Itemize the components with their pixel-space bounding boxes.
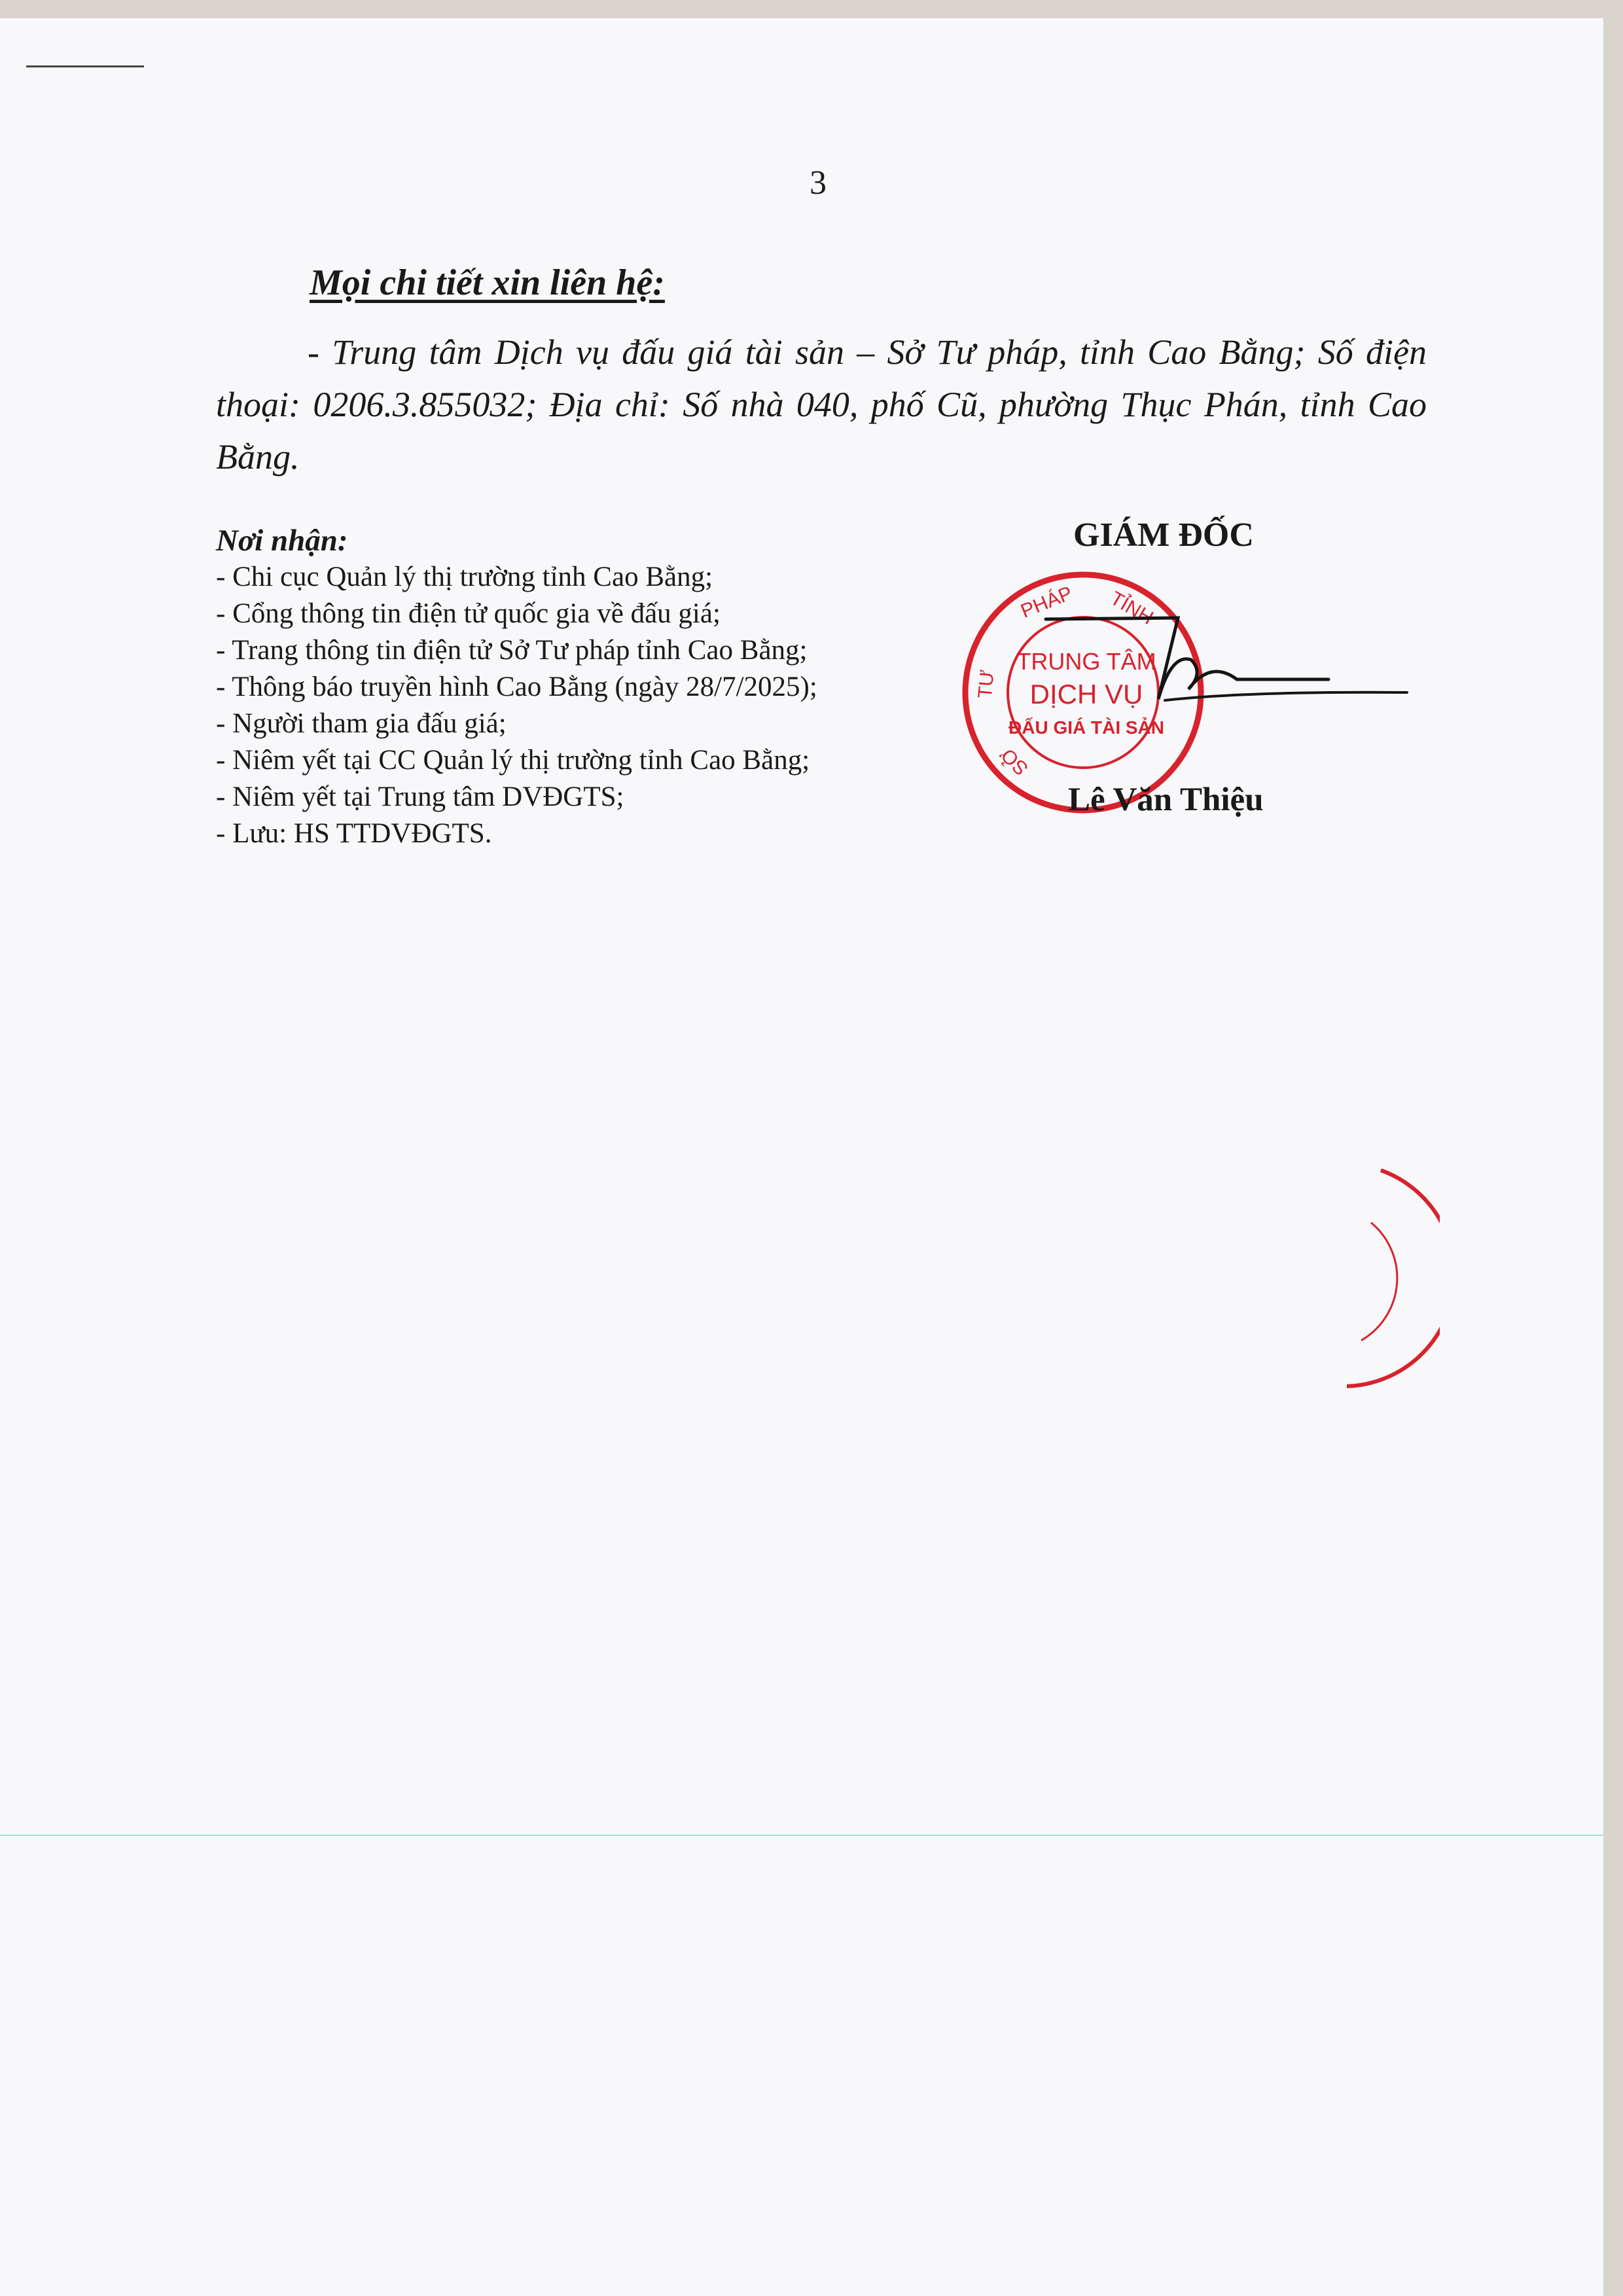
seal-line-3: ĐẤU GIÁ TÀI SẢN [1008,717,1164,738]
list-item: - Lưu: HS TTDVĐGTS. [216,818,492,849]
signer-name: Lê Văn Thiệu [1068,781,1264,818]
scan-mark [26,65,144,67]
list-item: - Chi cục Quản lý thị trường tỉnh Cao Bằng; [216,562,713,592]
contact-body [216,326,1427,483]
seal-ring-bottom: SỞ [996,743,1033,780]
list-item: - Trang thông tin điện tử Sở Tư pháp tỉnh Cao Bằng; [216,635,808,666]
list-item: - Thông báo truyền hình Cao Bằng (ngày 28/7/2025); [216,672,817,702]
seal-ring-left: TƯ [974,668,999,700]
recipients-list [216,559,969,852]
contact-title: Mọi chi tiết xin liên hệ: [310,262,665,303]
recipients-block [216,522,969,852]
recipients-label: Nơi nhận: [216,524,348,558]
document-page [0,18,1603,2296]
list-item: - Niêm yết tại Trung tâm DVĐGTS; [216,781,624,812]
signer-title: GIÁM ĐỐC [1073,516,1254,554]
seal-ring-right: TỈNH [1106,587,1157,630]
seal-line-2: DỊCH VỤ [1029,679,1143,709]
seal-ring-top: PHÁP [1018,582,1076,622]
signature [1041,614,1420,758]
seal-partial [1335,1164,1440,1399]
page-number: 3 [810,164,827,202]
scan-guide-line [0,1835,1603,1836]
list-item: - Cổng thông tin điện tử quốc gia về đấu giá; [216,598,721,629]
list-item: - Người tham gia đấu giá; [216,708,507,739]
list-item: - Niêm yết tại CC Quản lý thị trường tỉnh Cao Bằng; [216,745,810,776]
contact-text: - Trung tâm Dịch vụ đấu giá tài sản – Sở Tư pháp, tỉnh Cao Bằng; Số điện thoại: 0206.3.855032; Địa chỉ: Số nhà 040, phố Cũ, phường Thục Phán, tỉnh Cao Bằng. [216,332,1427,476]
seal-line-1: TRUNG TÂM [1016,648,1156,675]
